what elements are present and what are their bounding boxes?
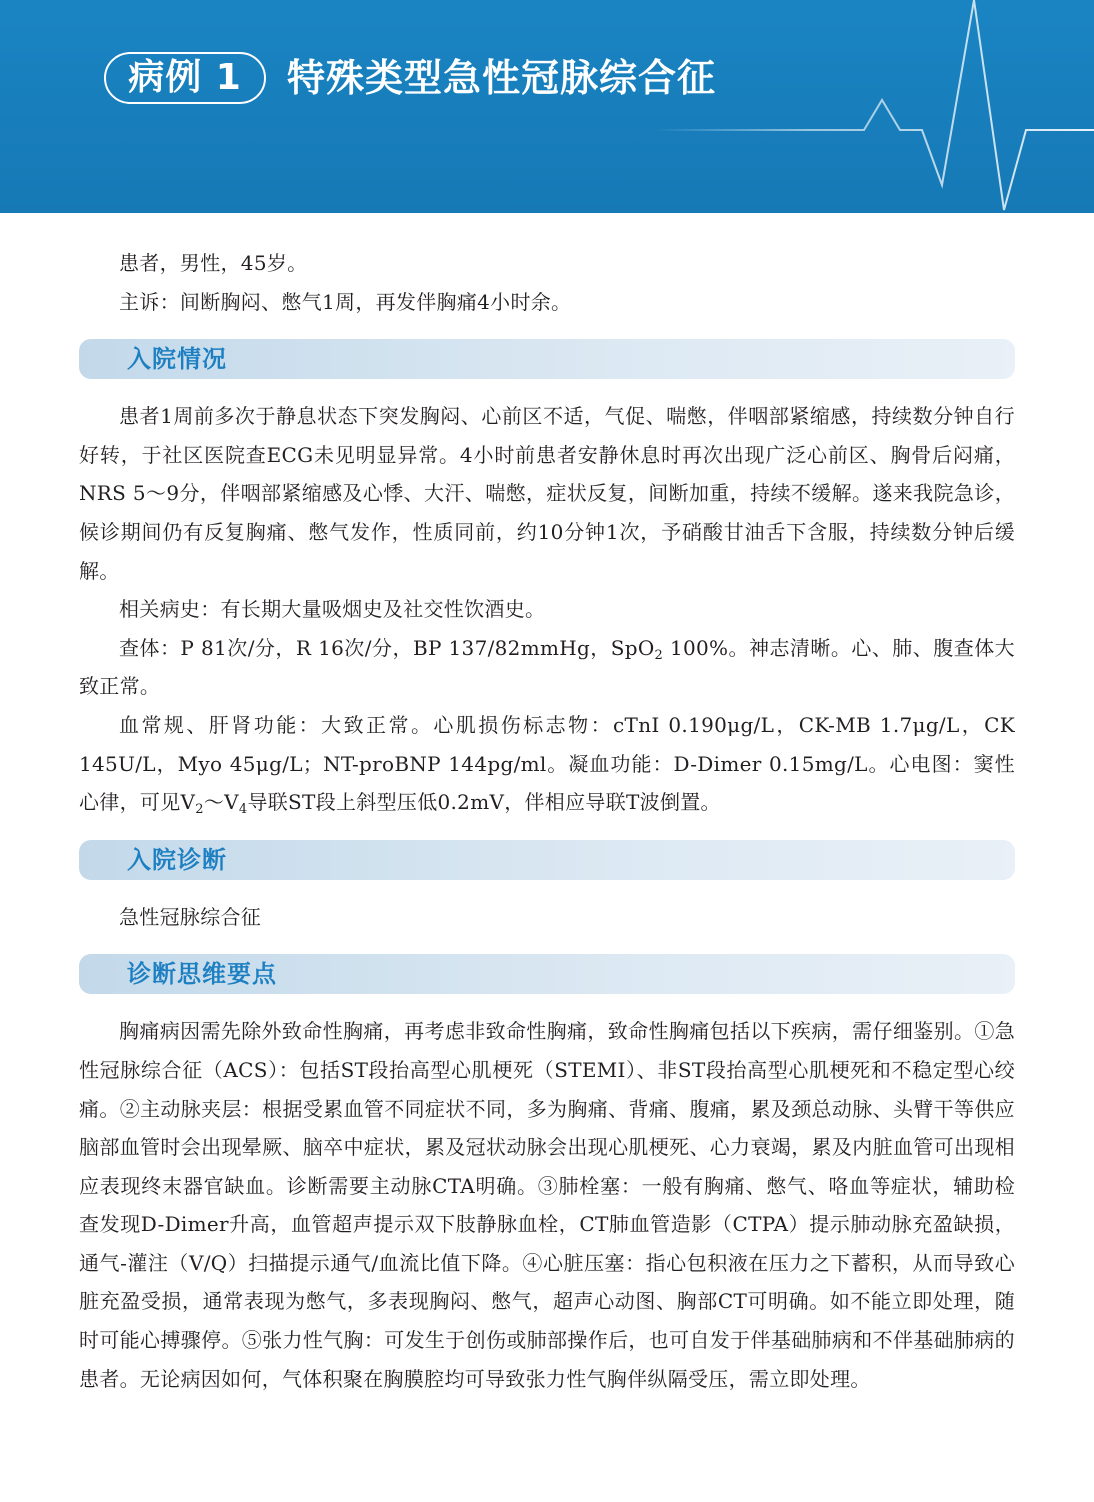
section-header-thinking — [79, 954, 1015, 994]
patient-info: 患者，男性，45岁。 — [119, 251, 308, 275]
section-header-diagnosis — [79, 840, 1015, 880]
lab-results-paragraph: 血常规、肝肾功能：大致正常。心肌损伤标志物：cTnI 0.190μg/L，CK-MB 1.7μg/L，CK 145U/L，Myo 45μg/L；NT-proBNP 144pg/ml。凝血功能：D-Dimer 0.15mg/L。心电图：窦性心律，可见$V_2\sim V_4$导联ST段上斜型压低0.2mV，伴相应导联T波倒置。 — [79, 712, 1015, 818]
case-number-badge: 病例 1 — [104, 52, 266, 104]
section-heading: 诊断思维要点 — [127, 960, 277, 989]
diagnosis-text: 急性冠脉综合征 — [119, 904, 262, 929]
section-heading: 入院诊断 — [127, 845, 227, 874]
page-title: 特殊类型急性冠脉综合征 — [287, 56, 717, 100]
present-illness-paragraph: 患者1周前多次于静息状态下突发胸闷、心前区不适，气促、喘憋，伴咽部紧缩感，持续数分钟自行好转，于社区医院查ECG未见明显异常。4小时前患者安静休息时再次出现广泛心前区、胸骨后闷痛，NRS 5～9分，伴咽部紧缩感及心悸、大汗、喘憋，症状反复，间断加重，持续不缓解。遂来我院急诊，候诊期间仍有反复胸痛、憋气发作，性质同前，约10分钟1次，予硝酸甘油舌下含服，持续数分钟后缓解。 — [79, 404, 1015, 583]
section-header-admission — [79, 339, 1015, 379]
related-history-paragraph: 相关病史：有长期大量吸烟史及社交性饮酒史。 — [119, 597, 546, 622]
ecg-line-decoration — [654, 0, 1094, 213]
document-body — [79, 244, 1015, 1398]
physical-exam-paragraph: 查体：P 81次/分，R 16次/分，BP 137/82mmHg，SpO$_2$ 100%。神志清晰。心、肺、腹查体大致正常。 — [79, 635, 1015, 699]
section-heading: 入院情况 — [127, 345, 227, 374]
diagnostic-thinking-paragraph: 胸痛病因需先除外致命性胸痛，再考虑非致命性胸痛，致命性胸痛包括以下疾病，需仔细鉴别。①急性冠脉综合征（ACS）：包括ST段抬高型心肌梗死（STEMI）、非ST段抬高型心肌梗死和不稳定型心绞痛。②主动脉夹层：根据受累血管不同症状不同，多为胸痛、背痛、腹痛，累及颈总动脉、头臂干等供应脑部血管时会出现晕厥、脑卒中症状，累及冠状动脉会出现心肌梗死、心力衰竭，累及内脏血管可出现相应表现终末器官缺血。诊断需要主动脉CTA明确。③肺栓塞：一般有胸痛、憋气、咯血等症状，辅助检查发现D-Dimer升高，血管超声提示双下肢静脉血栓，CT肺血管造影（CTPA）提示肺动脉充盈缺损，通气-灌注（V/Q）扫描提示通气/血流比值下降。④心脏压塞：指心包积液在压力之下蓄积，从而导致心脏充盈受损，通常表现为憋气，多表现胸闷、憋气，超声心动图、胸部CT可明确。如不能立即处理，随时可能心搏骤停。⑤张力性气胸：可发生于创伤或肺部操作后，也可自发于伴基础肺病和不伴基础肺病的患者。无论病因如何，气体积聚在胸膜腔均可导致张力性气胸伴纵隔受压，需立即处理。 — [79, 1019, 1015, 1391]
chief-complaint: 主诉：间断胸闷、憋气1周，再发伴胸痛4小时余。 — [119, 289, 572, 314]
chapter-header — [0, 0, 1094, 213]
